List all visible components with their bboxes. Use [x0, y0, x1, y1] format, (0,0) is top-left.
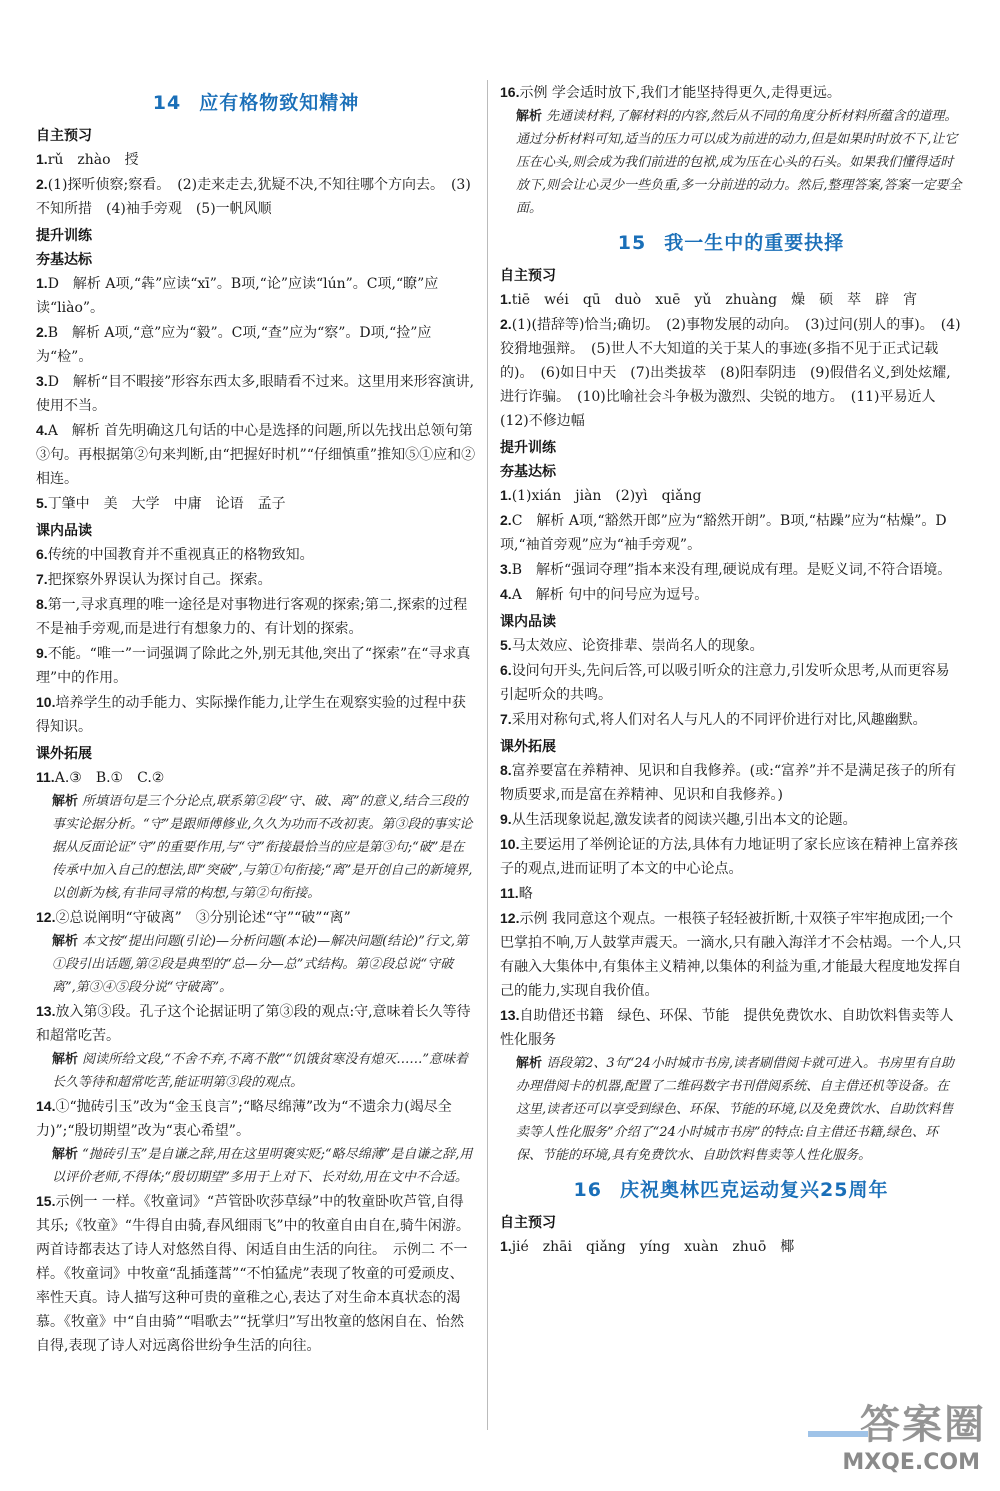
answer-item: [500, 633, 962, 658]
explanation-text: 阅读所给文段,“不舍不弃,不离不散”“饥饿贫寒没有熄灭……”意味着长久等待和超常吃苦,能证明第③段的观点。: [52, 1052, 469, 1090]
answer-number: 13.: [36, 1003, 56, 1019]
answer-number: 7.: [36, 571, 48, 587]
answer-text: 示例 学会适时放下,我们才能坚持得更久,走得更远。: [519, 85, 841, 101]
answer-number: 12.: [500, 910, 520, 926]
answer-item: [36, 369, 476, 418]
explanation-text: 先通读材料,了解材料的内容,然后从不同的角度分析材料所蕴含的道理。通过分析材料可知,适当的压力可以成为前进的动力,但是如果时时放不下,让它压在心头,则会成为我们前进的包袱,成为压在心头的石头。如果我们懂得适时放下,则会让心灵少一些负重,多一分前进的动力。然后,整理答案,答案一定要全面。: [516, 109, 962, 216]
right-bottom-blocks: [500, 1212, 962, 1259]
answer-text: ①“抛砖引玉”改为“金玉良言”;“略尽绵薄”改为“不遗余力(竭尽全力)”;“殷切期望”改为“衷心希望”。: [36, 1099, 452, 1139]
section-heading: 夯基达标: [500, 464, 556, 480]
answer-item: [500, 807, 962, 832]
section-heading: 自主预习: [500, 268, 556, 284]
section-heading: 课内品读: [36, 523, 92, 539]
answer-text: 传统的中国教育并不重视真正的格物致知。: [47, 547, 314, 563]
answer-number: 1.: [500, 291, 512, 307]
explanation-text: 本文按“提出问题(引论)—分析问题(本论)—解决问题(结论)”行文,第①段引出话题,第②段是典型的“总—分—总”式结构。第②段总说“守破离”,第③④⑤段分说“守破离”。: [52, 934, 469, 995]
answer-item: [36, 1094, 476, 1143]
section-heading: 课外拓展: [500, 739, 556, 755]
answer-number: 15.: [36, 1193, 56, 1209]
answer-number: 1.: [500, 1238, 512, 1254]
explanation: [500, 1052, 962, 1167]
answer-item: [500, 483, 962, 508]
answer-item: [36, 418, 476, 491]
answer-item: [36, 592, 476, 641]
explanation: [36, 1048, 476, 1094]
answer-number: 5.: [500, 637, 512, 653]
answer-item: [36, 690, 476, 739]
lesson-number: 16: [573, 1179, 602, 1201]
answer-text: ②总说阐明“守破离” ③分别论述“守”“破”“离”: [55, 910, 351, 926]
answer-number: 9.: [36, 645, 48, 661]
answer-number: 1.: [36, 275, 48, 291]
answer-text: (1)探听侦察;察看。 (2)走来走去,犹疑不决,不知往哪个方向去。 (3)不知所措 (4)袖手旁观 (5)一帆风顺: [36, 177, 471, 217]
column-divider: [487, 80, 488, 1430]
answer-number: 6.: [36, 546, 48, 562]
answer-text: tiē wéi qū duò xuē yǔ zhuàng 燥 硕 萃 辟 宵: [511, 292, 918, 308]
answer-number: 10.: [500, 836, 520, 852]
answer-number: 1.: [36, 151, 48, 167]
right-mid-blocks: [500, 265, 962, 1167]
answer-item: [36, 567, 476, 592]
answer-item: [500, 80, 962, 105]
answer-text: 从生活现象说起,激发读者的阅读兴趣,引出本文的论题。: [511, 812, 857, 828]
answer-text: A 解析 首先明确这几句话的中心是选择的问题,所以先找出总领句第③句。再根据第②句来判断,由“把握好时机”“仔细慎重”推知⑤①应和②相连。: [36, 423, 476, 487]
answer-number: 5.: [36, 495, 48, 511]
answer-text: 采用对称句式,将人们对名人与凡人的不同评价进行对比,风趣幽默。: [511, 712, 927, 728]
answer-number: 7.: [500, 711, 512, 727]
explanation-label: 解析: [52, 794, 79, 809]
answer-number: 12.: [36, 909, 56, 925]
answer-item: [36, 320, 476, 369]
answer-number: 9.: [500, 811, 512, 827]
answer-number: 2.: [500, 316, 512, 332]
section-heading: 自主预习: [500, 1215, 556, 1231]
answer-item: [36, 542, 476, 567]
answer-item: [36, 271, 476, 320]
answer-item: [500, 707, 962, 732]
answer-item: [500, 1234, 962, 1259]
answer-item: [36, 641, 476, 690]
explanation-label: 解析: [52, 1052, 79, 1067]
explanation-text: 语段第2、3句“24小时城市书房,读者刷借阅卡就可进入。书房里有自助办理借阅卡的机器,配置了二维码数字书刊借阅系统、自主借还机等设备。在这里,读者还可以享受到绿色、环保、节能的环境,以及免费饮水、自助饮料售卖等人性化服务”介绍了“24小时城市书房”的特点:自主借还书籍,绿色、环保、节能的环境,具有免费饮水、自助饮料售卖等人性化服务。: [516, 1056, 955, 1163]
answer-text: B 解析“强词夺理”指本来没有理,硬说成有理。是贬义词,不符合语境。: [511, 562, 952, 578]
answer-item: [500, 508, 962, 557]
explanation-label: 解析: [516, 1056, 543, 1071]
answer-number: 4.: [500, 586, 512, 602]
lesson-title-text: 我一生中的重要抉择: [664, 232, 845, 254]
explanation: [500, 105, 962, 220]
answer-text: 第一,寻求真理的唯一途径是对事物进行客观的探索;第二,探索的过程不是袖手旁观,而是进行有想象力的、有计划的探索。: [36, 597, 468, 637]
explanation: [36, 790, 476, 905]
right-column: [500, 80, 962, 1259]
answer-item: [500, 582, 962, 607]
answer-item: [500, 1003, 962, 1052]
answer-number: 10.: [36, 694, 56, 710]
answer-number: 2.: [36, 176, 48, 192]
answer-text: 示例 我同意这个观点。一根筷子轻轻被折断,十双筷子牢牢抱成团;一个巴掌拍不响,万人鼓掌声震天。一滴水,只有融入海洋才不会枯竭。一个人,只有融入大集体中,有集体主义精神,以集体的利益为重,才能最大程度地发挥自己的能力,实现自我价值。: [500, 911, 962, 999]
lesson-title-text: 应有格物致知精神: [199, 92, 360, 114]
answer-text: (1)(措辞等)恰当;确切。 (2)事物发展的动向。 (3)过问(别人的事)。 (4)狡猾地强辩。 (5)世人不大知道的关于某人的事迹(多指不见于正式记载的)。 (6)如日中天 (7)出类拔萃 (8)阳奉阴违 (9)假借名义,到处炫耀,进行诈骗。 (10)比喻社会斗争极为激烈、尖锐的地方。 (11)平易近人 (12)不修边幅: [500, 317, 961, 429]
explanation-label: 解析: [52, 934, 79, 949]
answer-item: [500, 557, 962, 582]
lesson-16-title: [500, 1175, 962, 1202]
answer-number: 4.: [36, 422, 48, 438]
left-column: [36, 80, 476, 1358]
watermark-logo: [796, 1393, 986, 1475]
answer-item: [36, 905, 476, 930]
answer-item: [36, 765, 476, 790]
answer-number: 1.: [500, 487, 512, 503]
answer-number: 3.: [500, 561, 512, 577]
answer-number: 2.: [500, 512, 512, 528]
answer-item: [36, 1189, 476, 1358]
answer-item: [500, 881, 962, 906]
answer-number: 6.: [500, 662, 512, 678]
watermark-site: MXQE.COM: [842, 1450, 980, 1475]
answer-text: 不能。“唯一”一词强调了除此之外,别无其他,突出了“探索”在“寻求真理”中的作用。: [36, 646, 471, 686]
answer-item: [500, 906, 962, 1003]
answer-item: [36, 172, 476, 221]
left-blocks: [36, 125, 476, 1358]
answer-item: [500, 658, 962, 707]
section-heading: 提升训练: [500, 440, 556, 456]
section-heading: 课内品读: [500, 614, 556, 630]
answer-number: 3.: [36, 373, 48, 389]
answer-text: B 解析 A项,“意”应为“毅”。C项,“查”应为“察”。D项,“捡”应为“检”。: [36, 325, 432, 365]
answer-text: (1)xián jiàn (2)yì qiǎng: [511, 488, 702, 504]
answer-text: C 解析 A项,“豁然开郎”应为“豁然开朗”。B项,“枯躁”应为“枯燥”。D项,“袖首旁观”应为“袖手旁观”。: [500, 513, 947, 553]
answer-number: 11.: [36, 769, 55, 785]
answer-number: 14.: [36, 1098, 56, 1114]
watermark-stamp: 答案圈: [860, 1402, 986, 1448]
answer-item: [500, 758, 962, 807]
answer-text: jié zhāi qiǎng yíng xuàn zhuō 椰: [511, 1239, 795, 1255]
answer-item: [500, 287, 962, 312]
answer-text: rǔ zhào 授: [47, 152, 139, 168]
answer-text: 培养学生的动手能力、实际操作能力,让学生在观察实验的过程中获得知识。: [36, 695, 466, 735]
answer-text: 放入第③段。孔子这个论据证明了第③段的观点:守,意味着长久等待和超常吃苦。: [36, 1004, 471, 1044]
answer-number: 8.: [36, 596, 48, 612]
explanation-label: 解析: [52, 1147, 79, 1162]
answer-text: 丁肇中 美 大学 中庸 论语 孟子: [47, 496, 286, 512]
section-heading: 提升训练: [36, 228, 92, 244]
answer-text: 略: [518, 886, 533, 902]
section-heading: 课外拓展: [36, 746, 92, 762]
answer-text: 主要运用了举例论证的方法,具体有力地证明了家长应该在精神上富养孩子的观点,进而证明了本文的中心论点。: [500, 837, 958, 877]
answer-item: [36, 491, 476, 516]
answer-number: 2.: [36, 324, 48, 340]
section-heading: 自主预习: [36, 128, 92, 144]
answer-item: [36, 147, 476, 172]
explanation-label: 解析: [516, 109, 543, 124]
explanation: [36, 930, 476, 999]
right-top-blocks: [500, 80, 962, 220]
answer-number: 13.: [500, 1007, 520, 1023]
explanation: [36, 1143, 476, 1189]
answer-number: 11.: [500, 885, 519, 901]
answer-text: A 解析 句中的问号应为逗号。: [511, 587, 709, 603]
answer-text: D 解析 A项,“犇”应读“xī”。B项,“论”应读“lún”。C项,“瞭”应读“liào”。: [36, 276, 439, 316]
answer-item: [36, 999, 476, 1048]
lesson-15-title: [500, 228, 962, 255]
answer-item: [500, 312, 962, 433]
lesson-title-text: 庆祝奥林匹克运动复兴25周年: [620, 1179, 889, 1201]
lesson-14-title: [36, 88, 476, 115]
answer-text: A.③ B.① C.②: [54, 770, 165, 786]
section-heading: 夯基达标: [36, 252, 92, 268]
answer-text: 把探察外界误认为探讨自己。探索。: [47, 572, 272, 588]
answer-text: 富养要富在养精神、见识和自我修养。(或:“富养”并不是满足孩子的所有物质要求,而是富在养精神、见识和自我修养。): [500, 763, 957, 803]
lesson-number: 15: [617, 232, 647, 254]
answer-text: 设问句开头,先问后答,可以吸引听众的注意力,引发听众思考,从而更容易引起听众的共鸣。: [500, 663, 950, 703]
answer-text: D 解析“目不暇接”形容东西太多,眼睛看不过来。这里用来形容演讲,使用不当。: [36, 374, 475, 414]
answer-item: [500, 832, 962, 881]
answer-number: 8.: [500, 762, 512, 778]
answer-number: 16.: [500, 84, 520, 100]
answer-text: 自助借还书籍 绿色、环保、节能 提供免费饮水、自助饮料售卖等人性化服务: [500, 1008, 954, 1048]
lesson-number: 14: [152, 92, 182, 114]
answer-text: 马太效应、论资排辈、崇尚名人的现象。: [511, 638, 764, 654]
explanation-text: 所填语句是三个分论点,联系第②段“守、破、离”的意义,结合三段的事实论据分析。“守”是跟师傅修业,久久为功而不改初衷。第③段的事实论据从反面论证“守”的重要作用,与“守”衔接最恰当的应是第③句;“破”是在传承中加入自己的想法,即“突破”,与第①句衔接;“离”是开创自己的新境界,以创新为核,有非同寻常的构想,与第②句衔接。: [52, 794, 473, 901]
explanation-text: “抛砖引玉”是自谦之辞,用在这里明褒实贬;“略尽绵薄”是自谦之辞,用以评价老师,不得体;“殷切期望”多用于上对下、长对幼,用在文中不合适。: [52, 1147, 473, 1185]
answer-text: 示例一 一样。《牧童词》“芦管卧吹莎草绿”中的牧童卧吹芦管,自得其乐;《牧童》“牛得自由骑,春风细雨飞”中的牧童自由自在,骑牛闲游。两首诗都表达了诗人对悠然自得、闲适自由生活的向往。 示例二 不一样。《牧童词》中牧童“乱插蓬蒿”“不怕猛虎”表现了牧童的可爱顽皮、率性天真。诗人描写这种可贵的童稚之心,表达了对生命本真状态的渴慕。《牧童》中“自由骑”“唱歌去”“抚掌归”写出牧童的悠闲自在、怡然自得,表现了诗人对远离俗世纷争生活的向往。: [36, 1194, 470, 1354]
